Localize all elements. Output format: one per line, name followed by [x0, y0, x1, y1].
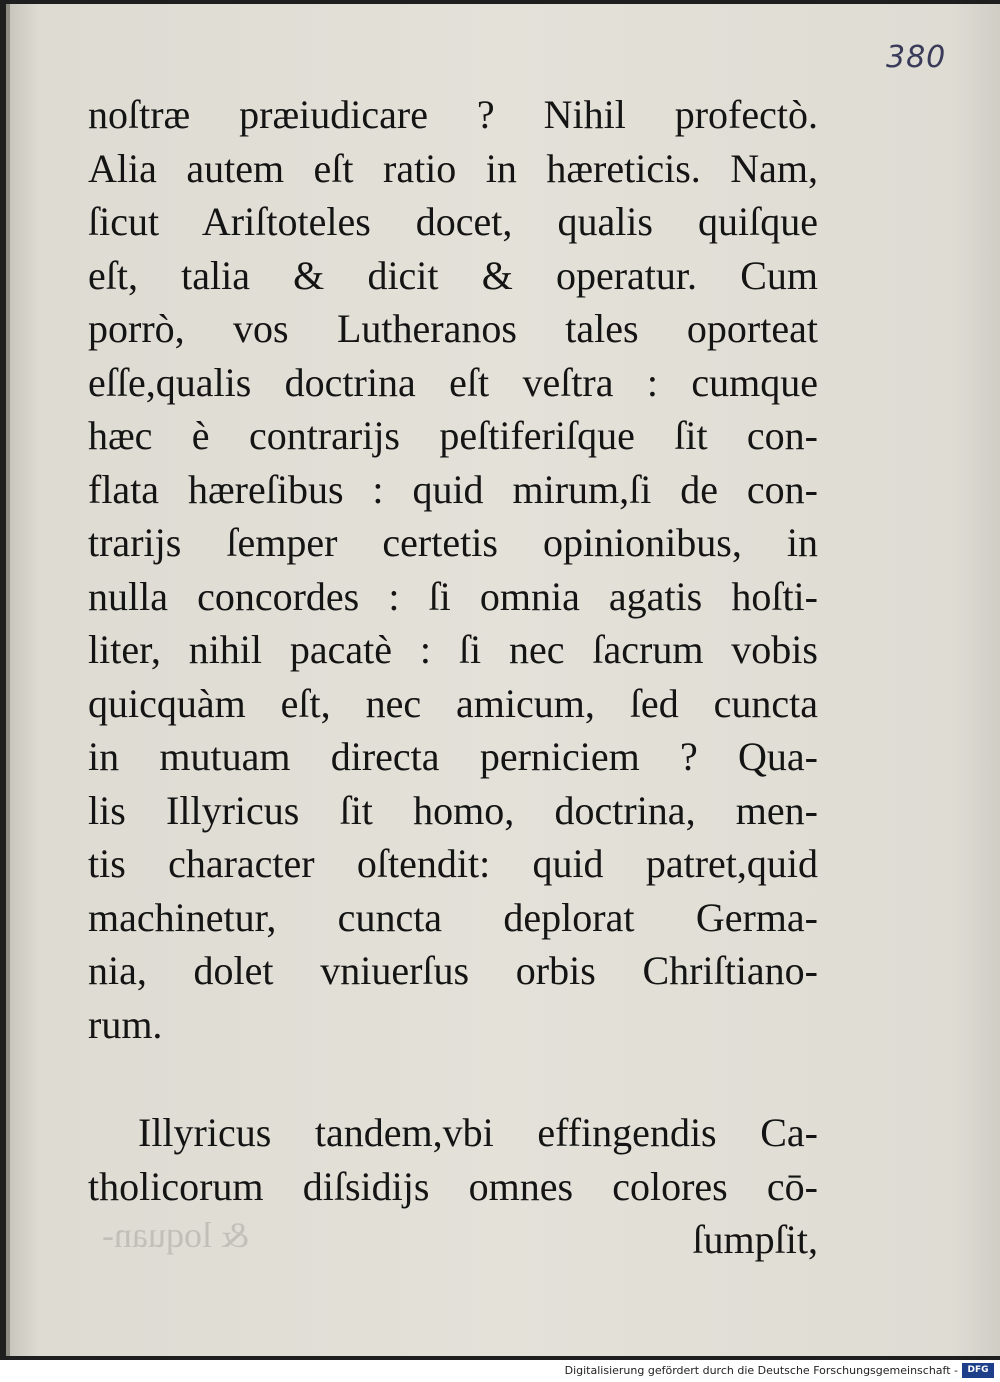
text-line: Alia autem eſt ratio in hæreticis. Nam, — [88, 145, 818, 191]
text-line: porrò, vos Lutheranos tales oporteat — [88, 306, 818, 351]
text-line: hæc è contrarijs peſtiferiſque ſit con- — [88, 413, 818, 458]
text-line: lis Illyricus ſit homo, doctrina, men- — [88, 787, 818, 833]
folio-number: 380 — [886, 40, 947, 75]
text-line: in mutuam directa perniciem ? Qua- — [88, 734, 818, 779]
text-line: machinetur, cuncta deplorat Germa- — [88, 894, 818, 940]
text-line: eſt, talia & dicit & operatur. Cum — [88, 252, 818, 298]
funding-credit: Digitalisierung gefördert durch die Deutsche Forschungsgemeinschaft - — [564, 1364, 958, 1377]
text-line: nia, dolet vniuerſus orbis Chriſtiano- — [88, 948, 818, 993]
text-line: rum. — [88, 1001, 163, 1047]
text-line: Illyricus tandem,vbi effingendis Ca- — [138, 1110, 818, 1155]
bleed-through-text: & loquan- — [102, 1215, 249, 1255]
dfg-logo: DFG — [962, 1363, 994, 1378]
book-page — [6, 4, 1000, 1356]
paragraph-1 — [88, 88, 818, 1051]
text-line: nulla concordes : ſi omnia agatis hoſti- — [88, 573, 818, 619]
text-line: tholicorum diſsidijs omnes colores cō- — [88, 1163, 818, 1209]
text-line: trarijs ſemper certetis opinionibus, in — [88, 520, 818, 565]
text-line: flata hæreſibus : quid mirum,ſi de con- — [88, 466, 818, 512]
text-line: noſtræ præiudicare ? Nihil profectò. — [88, 92, 818, 137]
text-line: eſſe,qualis doctrina eſt veſtra : cumque — [88, 359, 818, 405]
paragraph-2 — [88, 1106, 818, 1267]
text-line: ſicut Ariſtoteles docet, qualis quiſque — [88, 199, 818, 244]
text-line: liter, nihil pacatè : ſi nec ſacrum vobis — [88, 627, 818, 672]
text-line: tis character oſtendit: quid patret,quid — [88, 841, 818, 886]
text-line: quicquàm eſt, nec amicum, ſed cuncta — [88, 680, 818, 726]
catchword: ſumpſit, — [692, 1217, 818, 1262]
digitization-footer — [0, 1360, 1000, 1382]
